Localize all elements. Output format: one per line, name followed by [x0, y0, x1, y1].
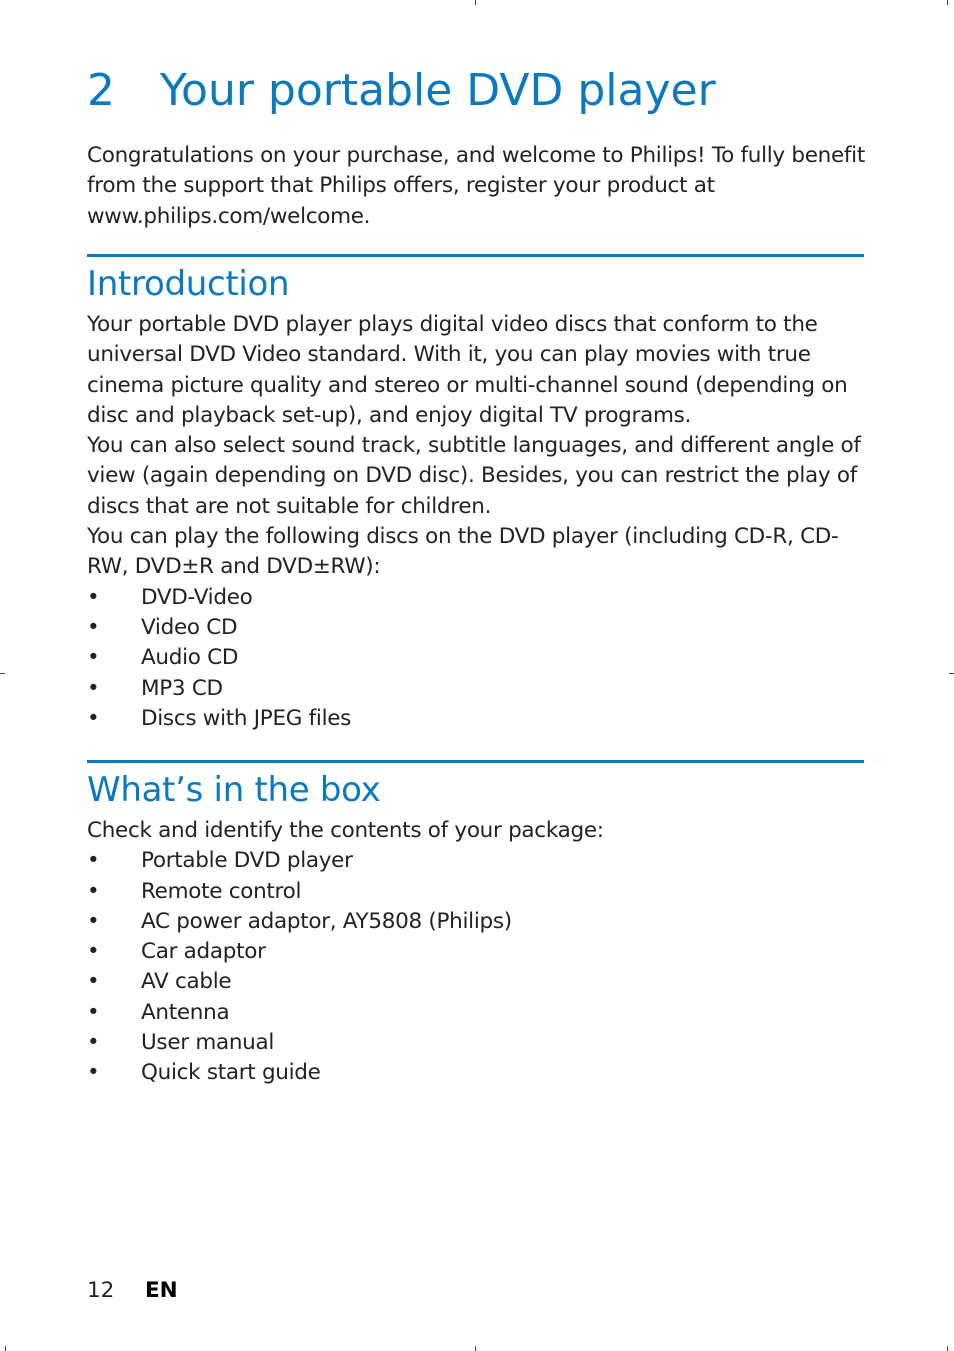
list-item [87, 643, 864, 673]
list-item-text: Antenna [141, 999, 230, 1025]
bullet-icon: • [87, 939, 100, 965]
chapter-title-text: Your portable DVD player [160, 65, 716, 116]
list-item [87, 704, 864, 734]
crop-mark [0, 673, 5, 674]
introduction-section [87, 254, 864, 734]
introduction-body [87, 310, 864, 734]
bullet-icon: • [87, 1060, 100, 1086]
list-item [87, 937, 864, 967]
language-code: EN [145, 1278, 178, 1303]
crop-mark [947, 1346, 948, 1351]
list-item-text: MP3 CD [141, 675, 223, 701]
crop-mark [947, 0, 948, 5]
chapter-number: 2 [87, 65, 115, 116]
introduction-paragraph: You can play the following discs on the DVD player (including CD-R, CD-RW, DVD±R and DVD±RW): [87, 524, 839, 580]
bullet-icon: • [87, 705, 100, 731]
bullet-icon: • [87, 969, 100, 995]
section-heading-introduction: Introduction [87, 264, 290, 304]
list-item-text: Car adaptor [141, 939, 266, 965]
list-item-text: Video CD [141, 614, 238, 640]
introduction-paragraph: You can also select sound track, subtitle languages, and different angle of view (again depending on DVD disc). Besides, you can restrict the play of discs that are not suitable for children. [87, 433, 861, 519]
list-item [87, 583, 864, 613]
intro-paragraph: Congratulations on your purchase, and welcome to Philips! To fully benefit from the support that Philips offers, register your product at www.philips.com/welcome. [87, 143, 865, 229]
list-item [87, 674, 864, 704]
list-item [87, 998, 864, 1028]
crop-mark [949, 673, 954, 674]
chapter-title [87, 62, 716, 120]
bullet-icon: • [87, 908, 100, 934]
list-item [87, 877, 864, 907]
list-item [87, 907, 864, 937]
list-item-text: Portable DVD player [141, 848, 353, 874]
introduction-paragraph: Your portable DVD player plays digital video discs that conform to the universal DVD Video standard. With it, you can play movies with true cinema picture quality and stereo or multi-channel sound (depending on disc and playback set-up), and enjoy digital TV programs. [87, 312, 848, 428]
bullet-icon: • [87, 645, 100, 671]
bullet-icon: • [87, 584, 100, 610]
bullet-icon: • [87, 999, 100, 1025]
bullet-icon: • [87, 848, 100, 874]
disc-type-list [87, 583, 864, 734]
whats-in-box-section [87, 760, 864, 1089]
bullet-icon: • [87, 614, 100, 640]
bullet-icon: • [87, 1030, 100, 1056]
list-item-text: AC power adaptor, AY5808 (Philips) [141, 908, 512, 934]
list-item-text: Quick start guide [141, 1060, 321, 1086]
list-item [87, 846, 864, 876]
list-item [87, 967, 864, 997]
list-item-text: Discs with JPEG files [141, 705, 352, 731]
crop-mark [475, 0, 476, 5]
list-item-text: Remote control [141, 878, 302, 904]
list-item [87, 1028, 864, 1058]
list-item [87, 613, 864, 643]
list-item [87, 1058, 864, 1088]
whats-in-box-body [87, 816, 864, 1089]
box-lead-text: Check and identify the contents of your package: [87, 818, 604, 843]
bullet-icon: • [87, 675, 100, 701]
list-item-text: DVD-Video [141, 584, 253, 610]
page-number: 12 [87, 1278, 115, 1303]
page-footer [87, 1276, 178, 1306]
crop-mark [475, 1346, 476, 1351]
box-contents-list [87, 846, 864, 1088]
list-item-text: User manual [141, 1030, 275, 1056]
bullet-icon: • [87, 878, 100, 904]
list-item-text: AV cable [141, 969, 232, 995]
section-heading-whats-in-box: What’s in the box [87, 770, 381, 810]
crop-mark [5, 1346, 6, 1351]
list-item-text: Audio CD [141, 645, 239, 671]
